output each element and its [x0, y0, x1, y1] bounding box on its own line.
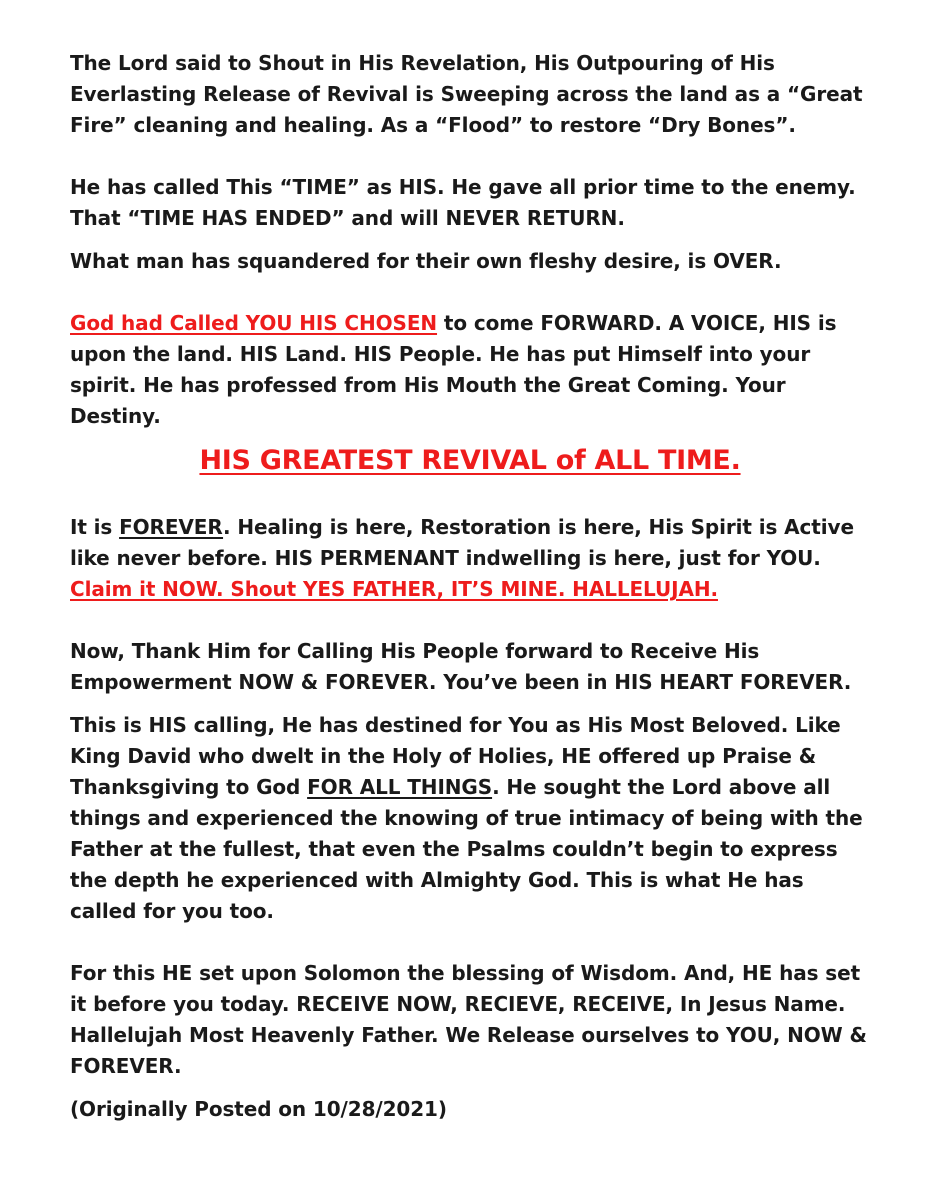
king-david-start: This is HIS calling, He has destined for You as His Most Beloved. Like King David who dwelt in the Holy of Holies, HE offered up Praise & Thanksgiving to God	[70, 713, 841, 799]
paragraph-chosen	[70, 308, 870, 432]
chosen-highlight: God had Called YOU HIS CHOSEN	[70, 311, 438, 335]
paragraph-time: He has called This “TIME” as HIS. He gave all prior time to the enemy. That “TIME HAS ENDED” and will NEVER RETURN.	[70, 175, 856, 230]
claim-highlight: Claim it NOW. Shout YES FATHER, IT’S MINE. HALLELUJAH.	[70, 577, 718, 601]
headline-greatest-revival: HIS GREATEST REVIVAL of ALL TIME.	[199, 445, 741, 476]
forever-start: It is	[70, 515, 120, 539]
paragraph-king-david	[70, 710, 870, 927]
paragraph-forever	[70, 512, 870, 605]
paragraph-revelation: The Lord said to Shout in His Revelation, His Outpouring of His Everlasting Release of Revival is Sweeping across the land as a “Great Fire” cleaning and healing. As a “Flood” to restore “Dry Bones”.	[70, 51, 863, 137]
king-david-rest: . He sought the Lord above all things and experienced the knowing of true intimacy of being with the Father at the fullest, that even the Psalms couldn’t begin to express the depth he experienced with Almighty God. This is what He has called for you too.	[70, 775, 863, 923]
paragraph-thank-him: Now, Thank Him for Calling His People forward to Receive His Empowerment NOW & FOREVER. You’ve been in HIS HEART FOREVER.	[70, 639, 852, 694]
chosen-text: to come FORWARD. A VOICE, HIS is upon the land. HIS Land. HIS People. He has put Himself into your spirit. He has professed from His Mouth the Great Coming. Your Destiny.	[70, 311, 837, 428]
for-all-things-underlined: FOR ALL THINGS	[307, 775, 493, 799]
forever-underlined: FOREVER	[119, 515, 224, 539]
paragraph-over: What man has squandered for their own fleshy desire, is OVER.	[70, 249, 782, 273]
paragraph-solomon: For this HE set upon Solomon the blessing of Wisdom. And, HE has set it before you today. RECEIVE NOW, RECIEVE, RECEIVE, In Jesus Name. Hallelujah Most Heavenly Father. We Release ourselves to YOU, NOW & FOREVER.	[70, 961, 867, 1078]
footer-posted-date: (Originally Posted on 10/28/2021)	[70, 1097, 447, 1121]
document-page	[70, 48, 870, 1125]
forever-middle: . Healing is here, Restoration is here, His Spirit is Active like never before. HIS PERMENANT indwelling is here, just for YOU.	[70, 515, 854, 570]
